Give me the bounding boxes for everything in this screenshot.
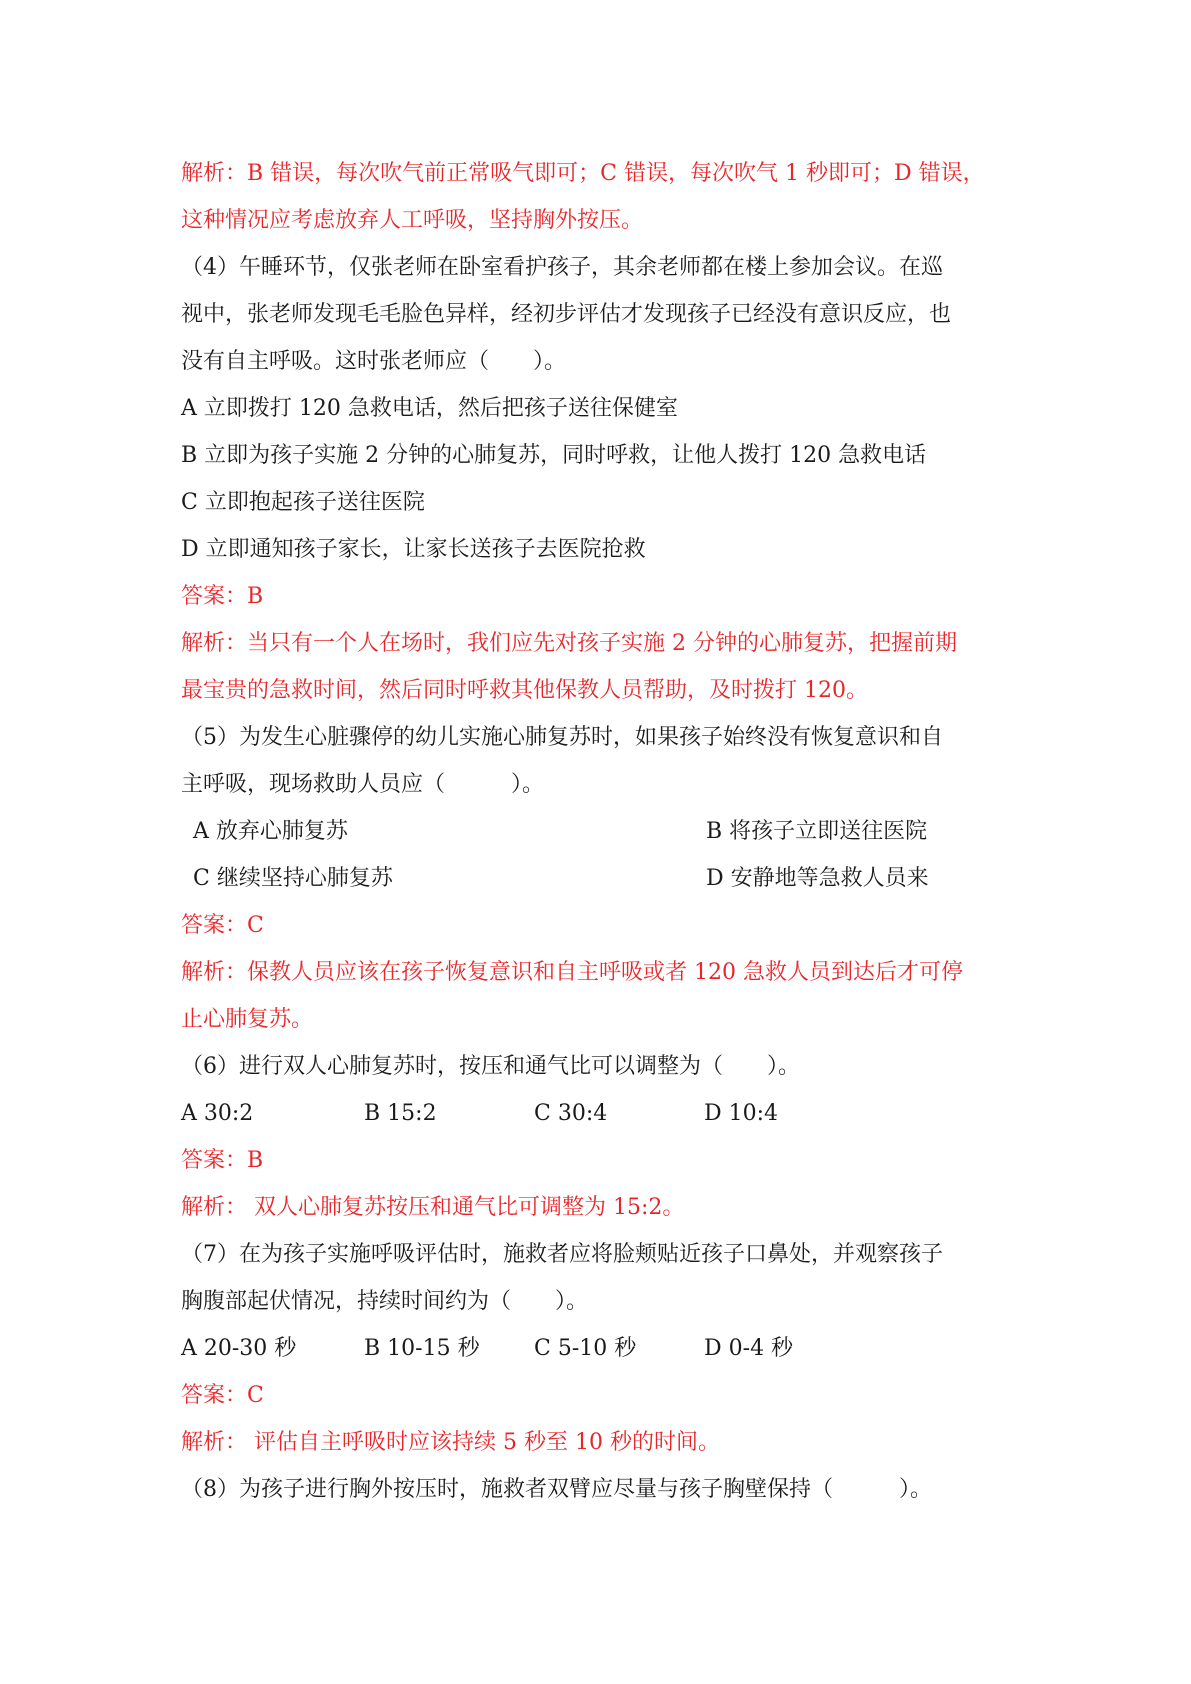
option-item: A 30:2 bbox=[181, 1101, 254, 1126]
option-item: B 10-15 秒 bbox=[364, 1336, 480, 1361]
question-line: 没有自主呼吸。这时张老师应（ ）。 bbox=[181, 349, 567, 374]
question-line: （6）进行双人心肺复苏时，按压和通气比可以调整为（ ）。 bbox=[181, 1054, 800, 1079]
question-line: 主呼吸，现场救助人员应（ ）。 bbox=[181, 772, 545, 797]
option-item: D 安静地等急救人员来 bbox=[706, 866, 929, 891]
analysis-line: 这种情况应考虑放弃人工呼吸，坚持胸外按压。 bbox=[181, 208, 644, 233]
option-item: A 20-30 秒 bbox=[181, 1336, 297, 1361]
analysis-line: 止心肺复苏。 bbox=[181, 1007, 314, 1032]
question-line: 胸腹部起伏情况，持续时间约为（ ）。 bbox=[181, 1289, 589, 1314]
option-item: A 放弃心肺复苏 bbox=[193, 819, 348, 844]
answer-line: 答案：C bbox=[181, 913, 264, 938]
option-row bbox=[181, 855, 1021, 902]
answer-line: 答案：B bbox=[181, 1148, 264, 1173]
page-content bbox=[181, 150, 1021, 1513]
analysis-line: 解析： 评估自主呼吸时应该持续 5 秒至 10 秒的时间。 bbox=[181, 1430, 720, 1455]
option-item: D 0-4 秒 bbox=[704, 1336, 794, 1361]
question-line: （5）为发生心脏骤停的幼儿实施心肺复苏时，如果孩子始终没有恢复意识和自 bbox=[181, 725, 943, 750]
analysis-line: 最宝贵的急救时间，然后同时呼救其他保教人员帮助，及时拨打 120。 bbox=[181, 678, 868, 703]
answer-line: 答案：B bbox=[181, 584, 264, 609]
question-line: （4）午睡环节，仅张老师在卧室看护孩子，其余老师都在楼上参加会议。在巡 bbox=[181, 255, 943, 280]
question-line: 视中，张老师发现毛毛脸色异样，经初步评估才发现孩子已经没有意识反应，也 bbox=[181, 302, 952, 327]
option-line: A 立即拨打 120 急救电话，然后把孩子送往保健室 bbox=[181, 396, 678, 421]
analysis-line: 解析： 双人心肺复苏按压和通气比可调整为 15:2。 bbox=[181, 1195, 685, 1220]
option-item: B 15:2 bbox=[364, 1101, 437, 1126]
analysis-line: 解析：保教人员应该在孩子恢复意识和自主呼吸或者 120 急救人员到达后才可停 bbox=[181, 960, 963, 985]
option-line: B 立即为孩子实施 2 分钟的心肺复苏，同时呼救，让他人拨打 120 急救电话 bbox=[181, 443, 927, 468]
option-item: C 5-10 秒 bbox=[534, 1336, 637, 1361]
option-item: C 30:4 bbox=[534, 1101, 608, 1126]
option-item: C 继续坚持心肺复苏 bbox=[193, 866, 393, 891]
answer-line: 答案：C bbox=[181, 1383, 264, 1408]
analysis-line: 解析：B 错误，每次吹气前正常吸气即可；C 错误，每次吹气 1 秒即可；D 错误， bbox=[181, 161, 985, 186]
option-row bbox=[181, 808, 1021, 855]
option-item: B 将孩子立即送往医院 bbox=[706, 819, 928, 844]
option-row bbox=[181, 1325, 1021, 1372]
option-line: D 立即通知孩子家长，让家长送孩子去医院抢救 bbox=[181, 537, 646, 562]
question-line: （8）为孩子进行胸外按压时，施救者双臂应尽量与孩子胸壁保持（ ）。 bbox=[181, 1477, 932, 1502]
option-line: C 立即抱起孩子送往医院 bbox=[181, 490, 425, 515]
question-line: （7）在为孩子实施呼吸评估时，施救者应将脸颊贴近孩子口鼻处，并观察孩子 bbox=[181, 1242, 943, 1267]
option-row bbox=[181, 1090, 1021, 1137]
analysis-line: 解析：当只有一个人在场时，我们应先对孩子实施 2 分钟的心肺复苏，把握前期 bbox=[181, 631, 957, 656]
option-item: D 10:4 bbox=[704, 1101, 779, 1126]
